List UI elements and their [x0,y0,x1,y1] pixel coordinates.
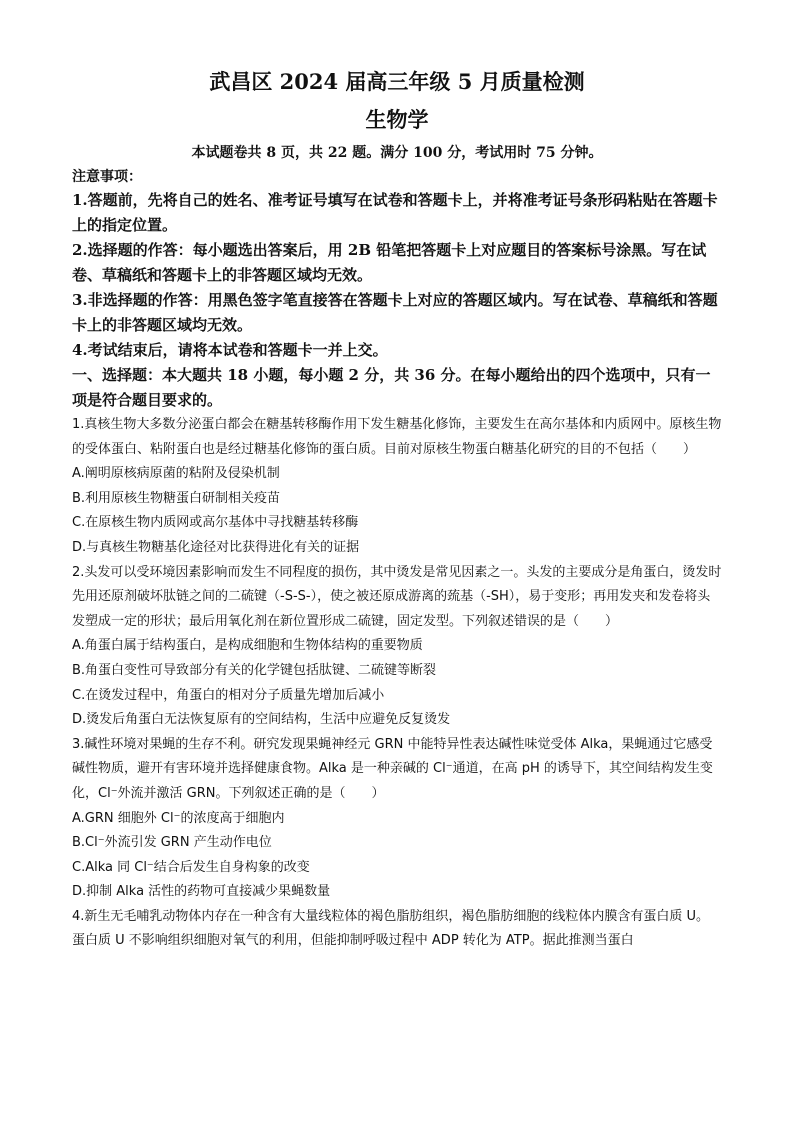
note-item-2: 2.选择题的作答：每小题选出答案后，用 2B 铅笔把答题卡上对应题目的答案标号涂黑。写在试卷、草稿纸和答题卡上的非答题区域均无效。 [72,241,707,284]
question-3 [72,733,722,905]
option-a: A.GRN 细胞外 Cl⁻的浓度高于细胞内 [72,810,285,826]
option-a: A.阐明原核病原菌的粘附及侵染机制 [72,466,280,482]
question-2 [72,561,722,733]
option-d: D.抑制 Alka 活性的药物可直接减少果蝇数量 [72,884,331,900]
option-d: D.烫发后角蛋白无法恢复原有的空间结构，生活中应避免反复烫发 [72,712,451,728]
question-stem: 2.头发可以受环境因素影响而发生不同程度的损伤，其中烫发是常见因素之一。头发的主要成分是角蛋白，烫发时先用还原剂破坏肽链之间的二硫键（-S-S-），使之被还原成游离的巯基（-SH），易于变形；再用发夹和发卷将头发塑成一定的形状；最后用氧化剂在新位置形成二硫键，固定发型。下列叙述错误的是（ ） [72,564,722,629]
question-stem: 4.新生无毛哺乳动物体内存在一种含有大量线粒体的褐色脂肪组织，褐色脂肪细胞的线粒体内膜含有蛋白质 U。蛋白质 U 不影响组织细胞对氧气的利用，但能抑制呼吸过程中 ADP 转化为 ATP。据此推测当蛋白 [72,908,710,949]
notes-heading: 注意事项： [72,169,142,185]
note-item-3: 3.非选择题的作答：用黑色签字笔直接答在答题卡上对应的答题区域内。写在试卷、草稿纸和答题卡上的非答题区域均无效。 [72,291,718,334]
exam-page [72,68,722,954]
option-a: A.角蛋白属于结构蛋白，是构成细胞和生物体结构的重要物质 [72,638,423,654]
option-c: C.在烫发过程中，角蛋白的相对分子质量先增加后减小 [72,687,385,703]
option-c: C.Alka 同 Cl⁻结合后发生自身构象的改变 [72,859,310,875]
question-1 [72,413,722,561]
question-stem: 1.真核生物大多数分泌蛋白都会在糖基转移酶作用下发生糖基化修饰，主要发生在高尔基体和内质网中。原核生物的受体蛋白、粘附蛋白也是经过糖基化修饰的蛋白质。目前对原核生物蛋白糖基化研究的目的不包括（ ） [72,417,722,457]
section-heading: 一、选择题：本大题共 18 小题，每小题 2 分，共 36 分。在每小题给出的四个选项中，只有一项是符合题目要求的。 [72,366,711,409]
subject-title: 生物学 [365,107,429,132]
question-stem: 3.碱性环境对果蝇的生存不利。研究发现果蝇神经元 GRN 中能特异性表达碱性味觉受体 Alka，果蝇通过它感受碱性物质，避开有害环境并选择健康食物。Alka 是一种亲碱的 Cl⁻通道，在高 pH 的诱导下，其空间结构发生变化，Cl⁻外流并激活 GRN。下列叙述正确的是（ ） [72,736,713,801]
option-b: B.利用原核生物糖蛋白研制相关疫苗 [72,490,281,506]
option-b: B.Cl⁻外流引发 GRN 产生动作电位 [72,835,272,851]
exam-title: 武昌区 2024 届高三年级 5 月质量检测 [209,69,585,94]
exam-info: 本试题卷共 8 页，共 22 题。满分 100 分，考试用时 75 分钟。 [191,145,603,161]
question-4 [72,905,722,954]
note-item-4: 4.考试结束后，请将本试卷和答题卡一并上交。 [72,341,388,359]
note-item-1: 1.答题前，先将自己的姓名、准考证号填写在试卷和答题卡上，并将准考证号条形码粘贴在答题卡上的指定位置。 [72,191,718,234]
option-b: B.角蛋白变性可导致部分有关的化学键包括肽键、二硫键等断裂 [72,662,437,678]
option-d: D.与真核生物糖基化途径对比获得进化有关的证据 [72,539,360,555]
option-c: C.在原核生物内质网或高尔基体中寻找糖基转移酶 [72,515,359,531]
